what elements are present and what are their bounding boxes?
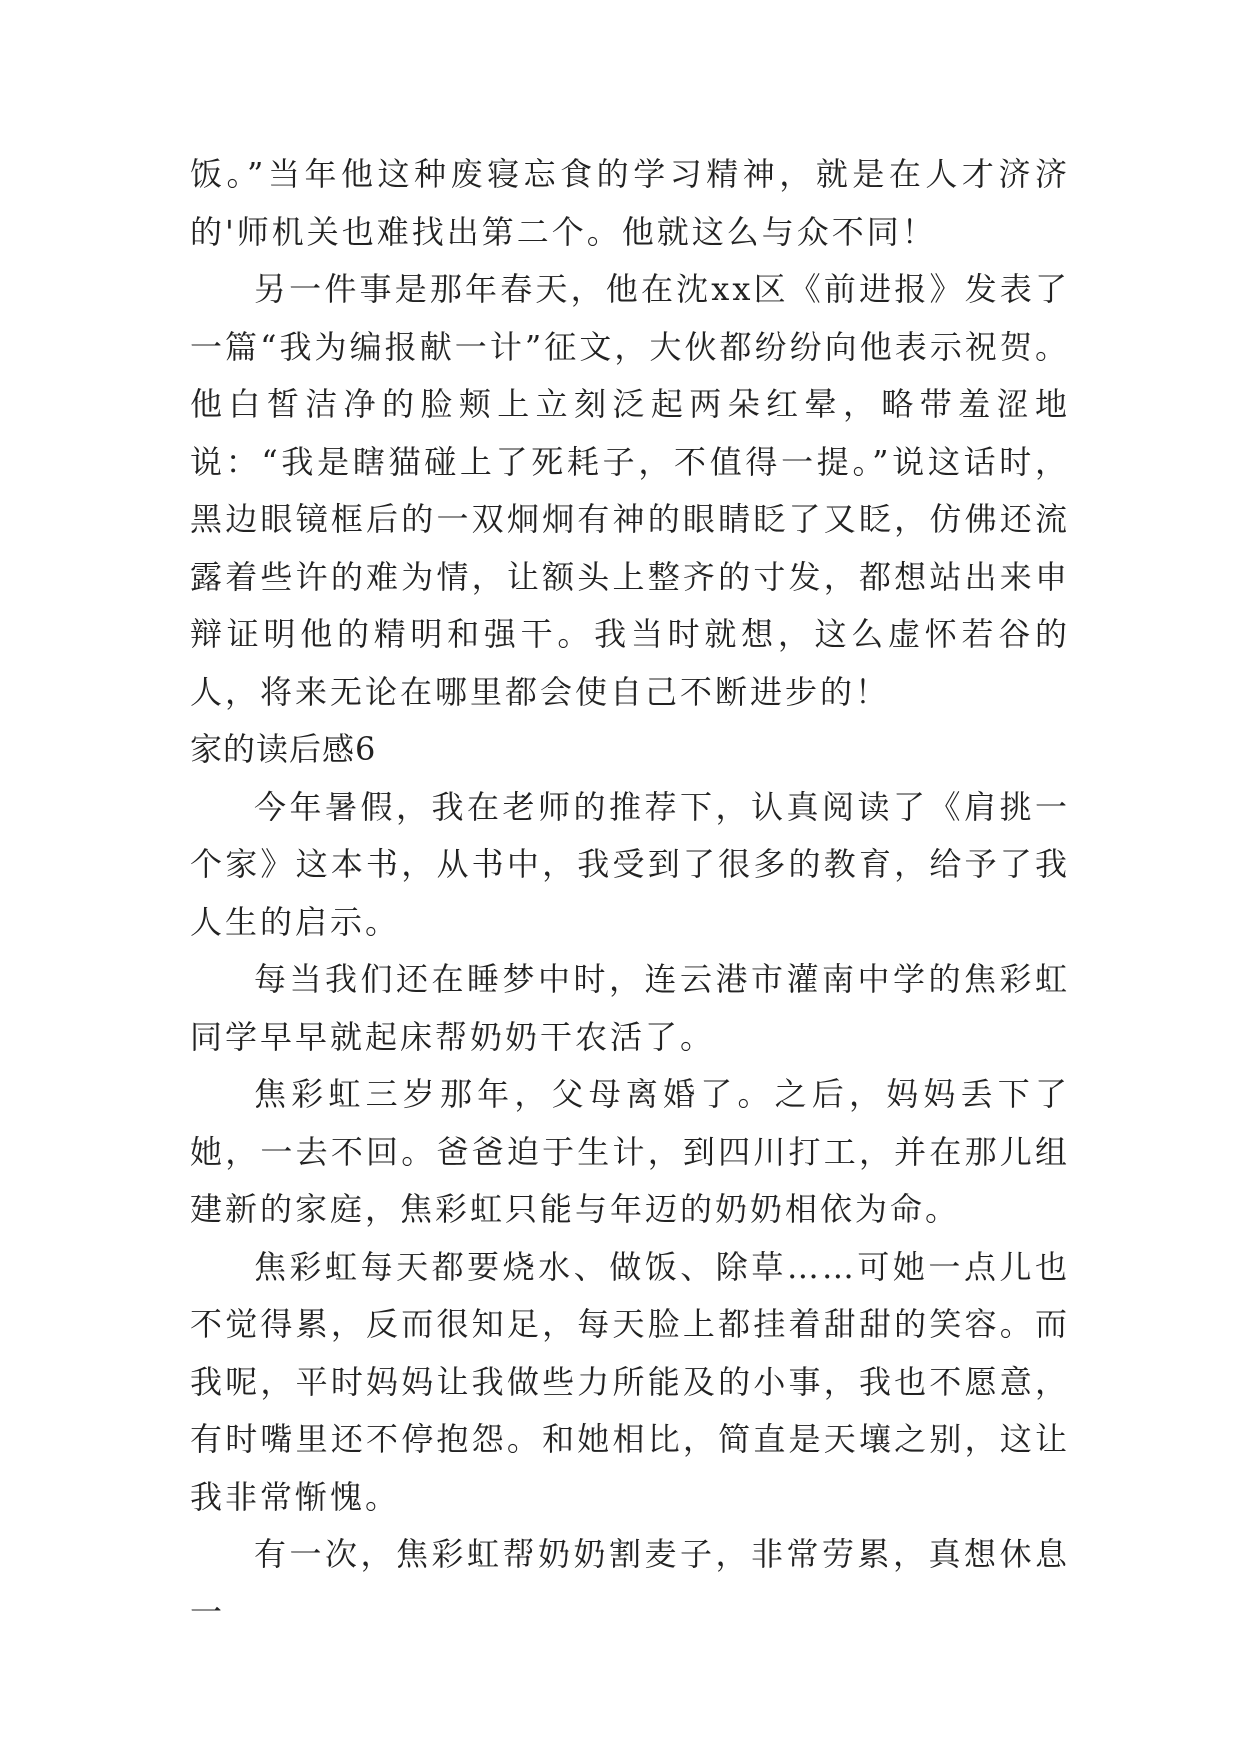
section-heading: 家的读后感6	[190, 730, 377, 768]
paragraph: 今年暑假，我在老师的推荐下，认真阅读了《肩挑一个家》这本书，从书中，我受到了很多的教育，给予了我人生的启示。	[190, 787, 1070, 941]
paragraph: 另一件事是那年春天，他在沈xx区《前进报》发表了一篇“我为编报献一计”征文，大伙都纷纷向他表示祝贺。他白皙洁净的脸颊上立刻泛起两朵红晕，略带羞涩地说：“我是瞎猫碰上了死耗子，不值得一提。”说这话时，黑边眼镜框后的一双炯炯有神的眼睛眨了又眨，仿佛还流露着些许的难为情，让额头上整齐的寸发，都想站出来申辩证明他的精明和强干。我当时就想，这么虚怀若谷的人，将来无论在哪里都会使自己不断进步的！	[190, 270, 1070, 711]
paragraph: 每当我们还在睡梦中时，连云港市灌南中学的焦彩虹同学早早就起床帮奶奶干农活了。	[190, 960, 1070, 1056]
document-body	[190, 146, 1070, 1641]
paragraph: 有一次，焦彩虹帮奶奶割麦子，非常劳累，真想休息一	[190, 1535, 1070, 1631]
paragraph: 焦彩虹三岁那年，父母离婚了。之后，妈妈丢下了她，一去不回。爸爸迫于生计，到四川打工，并在那儿组建新的家庭，焦彩虹只能与年迈的奶奶相依为命。	[190, 1075, 1070, 1228]
paragraph: 饭。”当年他这种废寝忘食的学习精神，就是在人才济济的'师机关也难找出第二个。他就这么与众不同！	[190, 155, 1070, 251]
paragraph: 焦彩虹每天都要烧水、做饭、除草……可她一点儿也不觉得累，反而很知足，每天脸上都挂着甜甜的笑容。而我呢，平时妈妈让我做些力所能及的小事，我也不愿意，有时嘴里还不停抱怨。和她相比，简直是天壤之别，这让我非常惭愧。	[190, 1247, 1070, 1516]
